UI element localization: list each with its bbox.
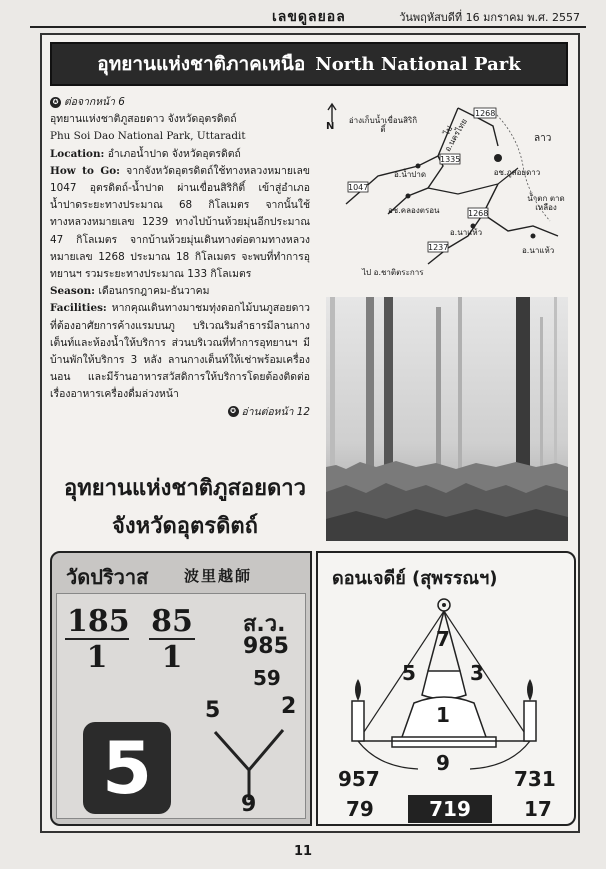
stupa-number-left: 5 bbox=[402, 661, 416, 685]
number-79: 79 bbox=[346, 797, 374, 821]
big-number-box: 5 bbox=[83, 722, 171, 814]
numbers-area-left bbox=[56, 593, 306, 819]
park-name-th: อุทยานแห่งชาติภูสอยดาว จังหวัดอุตรดิตถ์ bbox=[50, 113, 237, 126]
sv-number-59: 59 bbox=[253, 666, 281, 690]
fraction-85-denominator: 1 bbox=[161, 640, 183, 675]
map-road-1237: 1237 bbox=[428, 243, 449, 252]
map-reservoir: อ่างเก็บน้ำเขื่อนสิริกิติ์ bbox=[348, 116, 418, 134]
map-na-haeo: อ.นาแห้ว bbox=[449, 228, 483, 237]
star-icon: ✪ bbox=[228, 406, 239, 417]
lottery-panel-left bbox=[50, 551, 312, 826]
map-khlong-tron: อช.คลองตรอน bbox=[388, 206, 440, 215]
map-na-haeo-2: อ.นาแห้ว bbox=[522, 246, 555, 255]
season-label: Season: bbox=[50, 285, 96, 298]
map-nam-pat: อ.น้ำปาด bbox=[394, 170, 427, 179]
howto-label: How to Go: bbox=[50, 164, 120, 177]
continued-to: อ่านต่อหน้า 12 bbox=[241, 405, 310, 418]
number-731: 731 bbox=[514, 767, 556, 791]
forest-photo bbox=[326, 297, 568, 541]
fraction-85 bbox=[149, 606, 195, 676]
sv-number-985: 985 bbox=[243, 634, 289, 659]
banner-title-th: อุทยานแห่งชาติภาคเหนือ bbox=[97, 53, 306, 75]
map-road-1335: 1335 bbox=[440, 155, 461, 164]
map-north: N bbox=[326, 121, 335, 132]
number-17: 17 bbox=[524, 797, 552, 821]
header-rule bbox=[30, 26, 586, 28]
map-to-chat-trakan: ไป อ.ชาติตระการ bbox=[362, 268, 424, 277]
location-label: Location: bbox=[50, 147, 105, 160]
stupa-number-center: 1 bbox=[436, 703, 450, 727]
issue-date: วันพฤหัสบดีที่ 16 มกราคม พ.ศ. 2557 bbox=[399, 11, 580, 24]
location-text: อำเภอน้ำปาด จังหวัดอุตรดิตถ์ bbox=[107, 147, 241, 160]
route-map bbox=[318, 96, 574, 284]
stupa-number-right: 3 bbox=[470, 661, 484, 685]
park-heading bbox=[50, 470, 320, 546]
park-heading-line1: อุทยานแห่งชาติภูสอยดาว bbox=[63, 476, 307, 501]
park-name-en: Phu Soi Dao National Park, Uttaradit bbox=[50, 130, 246, 143]
star-icon: ✪ bbox=[50, 97, 61, 108]
map-road-1268b: 1268 bbox=[468, 209, 489, 218]
stupa-number-bottom: 9 bbox=[436, 751, 450, 775]
section-banner bbox=[50, 42, 568, 86]
lottery-panel-right bbox=[316, 551, 576, 826]
y-number-left: 5 bbox=[205, 698, 221, 723]
facilities-text: หากคุณเดินทางมาชมทุ่งดอกไม้บนภูสอยดาวที่ต้องอาศัยการค้างแรมบนภู บริเวณริมลำธารมีลานกางเต็นท์และห้องน้ำให้บริการ ส่วนบริเวณที่ทำการอุทยานฯ มีบ้านพักให้บริการ 3 หลัง ลานกางเต็นท์ให้เช่าพร้อมเครื่องนอน และมีร้านอาหารสวัสดิการให้บริการโดยต้องติดต่อเรื่องอาหารเครื่องดื่มล่วงหน้า bbox=[50, 302, 310, 401]
fraction-85-numerator: 85 bbox=[149, 606, 195, 640]
chinese-caption: 波里越師 bbox=[184, 567, 253, 585]
map-nam-tok: น้ำตก ตาดเหลือง bbox=[527, 194, 565, 212]
continued-from: ต่อจากหน้า 6 bbox=[64, 96, 125, 108]
fraction-185 bbox=[65, 606, 129, 676]
fraction-185-numerator: 185 bbox=[67, 604, 130, 639]
howto-text: จากจังหวัดอุตรดิตถ์ใช้ทางหลวงหมายเลข 1047 อุตรดิตถ์-น้ำปาด ผ่านเขื่อนสิริกิติ์ เข้าสู่อำเภอน้ำปาดระยะทางประมาณ 68 กิโลเมตร จากนั้นใช้ทางหลวงหมายเลข 1239 ทางไปบ้านห้วยมุ่นอีกประมาณ 47 กิโลเมตร จากบ้านห้วยมุ่นเดินทางต่อตามทางหลวงหมายเลข 1268 ประมาณ 18 กิโลเมตร จะพบที่ทำการอุทยานฯ รวมระยะทางประมาณ 133 กิโลเมตร bbox=[50, 164, 310, 281]
map-laos: ลาว bbox=[534, 133, 552, 144]
forest-photo-art bbox=[326, 297, 568, 541]
park-heading-line2: จังหวัดอุตรดิตถ์ bbox=[112, 514, 258, 539]
number-957: 957 bbox=[338, 767, 380, 791]
sv-label: ส.ว. bbox=[243, 612, 286, 637]
map-road-1268a: 1268 bbox=[475, 109, 496, 118]
fraction-185-denominator: 1 bbox=[86, 640, 108, 675]
season-text: เดือนกรกฎาคม-ธันวาคม bbox=[98, 285, 210, 298]
y-number-bottom: 9 bbox=[241, 792, 257, 817]
article-body bbox=[50, 94, 310, 421]
page-header bbox=[30, 4, 586, 26]
masthead: เลขดูลยอล bbox=[272, 9, 346, 25]
temple-title-right: ดอนเจดีย์ (สุพรรณฯ) bbox=[332, 568, 498, 589]
page-number: 11 bbox=[293, 844, 313, 859]
map-road-1047: 1047 bbox=[348, 183, 369, 192]
map-park: อช.ภูสอยดาว bbox=[493, 168, 541, 177]
facilities-label: Facilities: bbox=[50, 302, 107, 315]
map-to-nakhon-thai: ไป อ.นครไทย bbox=[441, 117, 469, 154]
y-number-right: 2 bbox=[281, 694, 297, 719]
highlight-number-box: 719 bbox=[408, 795, 492, 823]
banner-title-en: North National Park bbox=[315, 53, 521, 75]
temple-title-left: วัดปริวาส bbox=[66, 565, 149, 589]
stupa-number-top: 7 bbox=[436, 627, 450, 651]
